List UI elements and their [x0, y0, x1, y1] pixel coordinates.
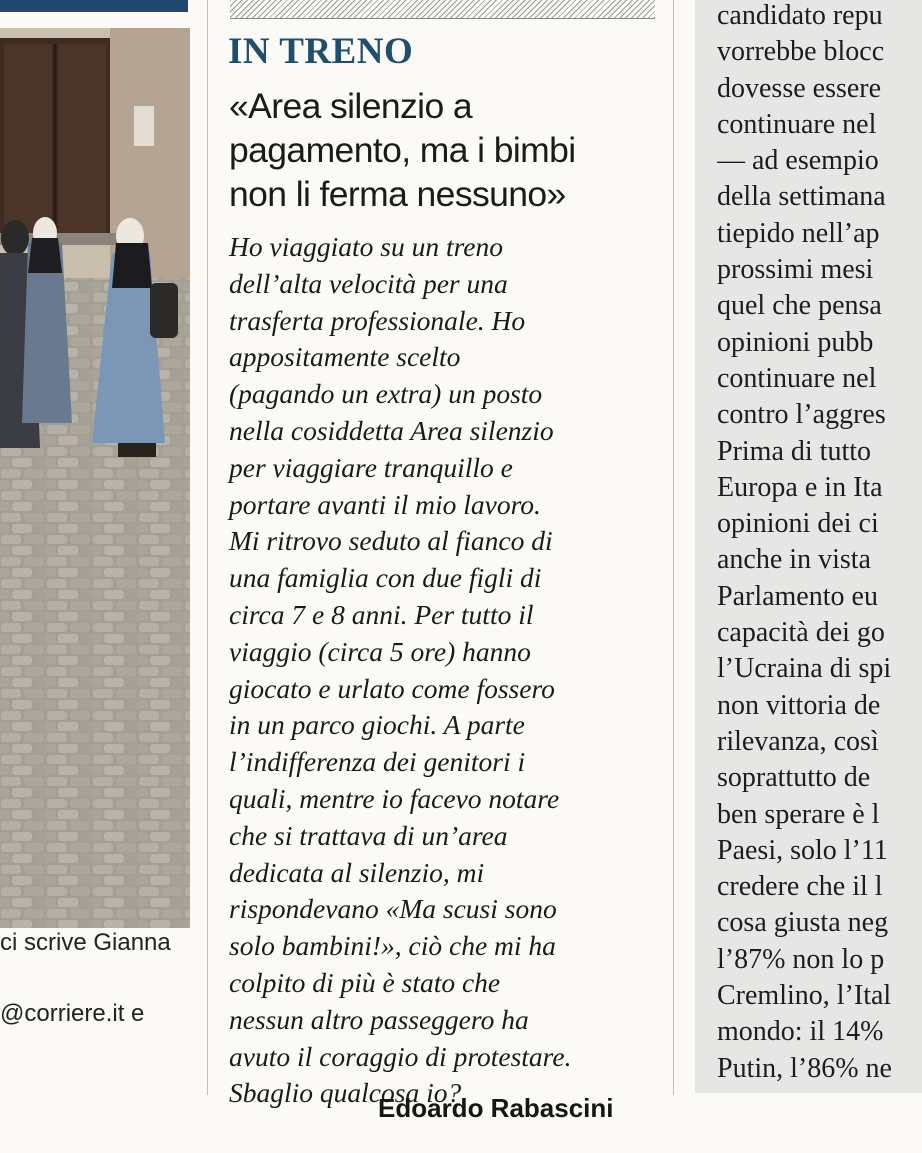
section-color-bar	[0, 0, 188, 12]
body-line: dell’alta velocità per una	[229, 267, 508, 299]
body-line: (pagando un extra) un posto	[229, 378, 543, 410]
article-author: Edoardo Rabascini	[378, 1093, 614, 1123]
article-headline	[229, 84, 669, 216]
body-line: Sbaglio qualcosa io?	[229, 1077, 462, 1109]
body-line: quali, mentre io facevo notare	[229, 782, 560, 814]
body-line: nessun altro passeggero ha	[229, 1003, 529, 1035]
right-column-line: Putin, l’86% ne	[717, 1052, 892, 1084]
headline-line: non li ferma nessuno»	[229, 174, 566, 214]
right-column-line: l’Ucraina di spi	[717, 653, 892, 685]
article-kicker: IN TRENO	[228, 31, 414, 72]
body-line: giocato e urlato come fossero	[229, 672, 555, 704]
column-divider-right	[673, 0, 674, 1095]
right-column-line: ben sperare è l	[717, 798, 880, 830]
body-line: appositamente scelto	[229, 341, 461, 373]
right-column-line: quel che pensa	[717, 290, 882, 322]
right-column-line: opinioni pubb	[717, 326, 874, 358]
right-column-line: l’87% non lo p	[717, 943, 885, 975]
right-column-line: Paesi, solo l’11	[717, 834, 888, 866]
body-line: per viaggiare tranquillo e	[229, 451, 513, 483]
body-line: viaggio (circa 5 ore) hanno	[229, 635, 531, 667]
right-column-line: anche in vista	[717, 544, 871, 576]
right-column-line: tiepido nell’ap	[717, 217, 880, 249]
photo-caption-line-2: @corriere.it e	[0, 1000, 145, 1027]
right-column-line: candidato repu	[717, 0, 883, 31]
body-line: l’indifferenza dei genitori i	[229, 746, 526, 778]
street-photo-nuns	[0, 28, 190, 928]
photo-caption-line-1: ci scrive Gianna	[0, 929, 171, 956]
right-column-line: prossimi mesi	[717, 254, 874, 286]
right-column-text	[717, 0, 922, 1087]
right-column-line: dovesse essere	[717, 72, 882, 104]
headline-line: pagamento, ma i bimbi	[229, 130, 576, 170]
right-column-line: capacità dei go	[717, 617, 885, 649]
body-line: Mi ritrovo seduto al fianco di	[229, 525, 553, 557]
right-column-line: contro l’aggres	[717, 399, 886, 431]
body-line: in un parco giochi. A parte	[229, 709, 525, 741]
body-line: circa 7 e 8 anni. Per tutto il	[229, 598, 534, 630]
article-body	[229, 229, 669, 1112]
right-column-line: rilevanza, così	[717, 725, 879, 757]
body-line: solo bambini!», ciò che mi ha	[229, 930, 556, 962]
right-column-line: continuare nel	[717, 362, 877, 394]
right-column-line: — ad esempio	[717, 145, 879, 177]
right-column-line: continuare nel	[717, 108, 877, 140]
section-hatch-rule	[230, 0, 655, 19]
body-line: trasferta professionale. Ho	[229, 304, 526, 336]
body-line: dedicata al silenzio, mi	[229, 856, 485, 888]
right-column-line: Cremlino, l’Ital	[717, 980, 892, 1012]
body-line: una famiglia con due figli di	[229, 562, 542, 594]
right-column-line: credere che il l	[717, 871, 883, 903]
right-column-line: cosa giusta neg	[717, 907, 889, 939]
body-line: nella cosiddetta Area silenzio	[229, 414, 554, 446]
right-column-line: vorrebbe blocc	[717, 36, 885, 68]
right-column-line: mondo: il 14%	[717, 1016, 884, 1048]
body-line: colpito di più è stato che	[229, 966, 501, 998]
right-column-line: soprattutto de	[717, 762, 871, 794]
body-line: Ho viaggiato su un treno	[229, 231, 503, 262]
body-line: portare avanti il mio lavoro.	[229, 488, 541, 520]
headline-line: «Area silenzio a	[229, 86, 472, 126]
right-column-line: Parlamento eu	[717, 580, 878, 612]
body-line: che si trattava di un’area	[229, 819, 508, 851]
right-column-line: Europa e in Ita	[717, 471, 883, 503]
right-column-line: non vittoria de	[717, 689, 881, 721]
right-column-line: della settimana	[717, 181, 886, 213]
body-line: rispondevano «Ma scusi sono	[229, 893, 557, 925]
right-column-line: opinioni dei ci	[717, 508, 879, 540]
body-line: avuto il coraggio di protestare.	[229, 1040, 572, 1072]
right-column-line: Prima di tutto	[717, 435, 871, 467]
column-divider-left	[207, 0, 208, 1095]
